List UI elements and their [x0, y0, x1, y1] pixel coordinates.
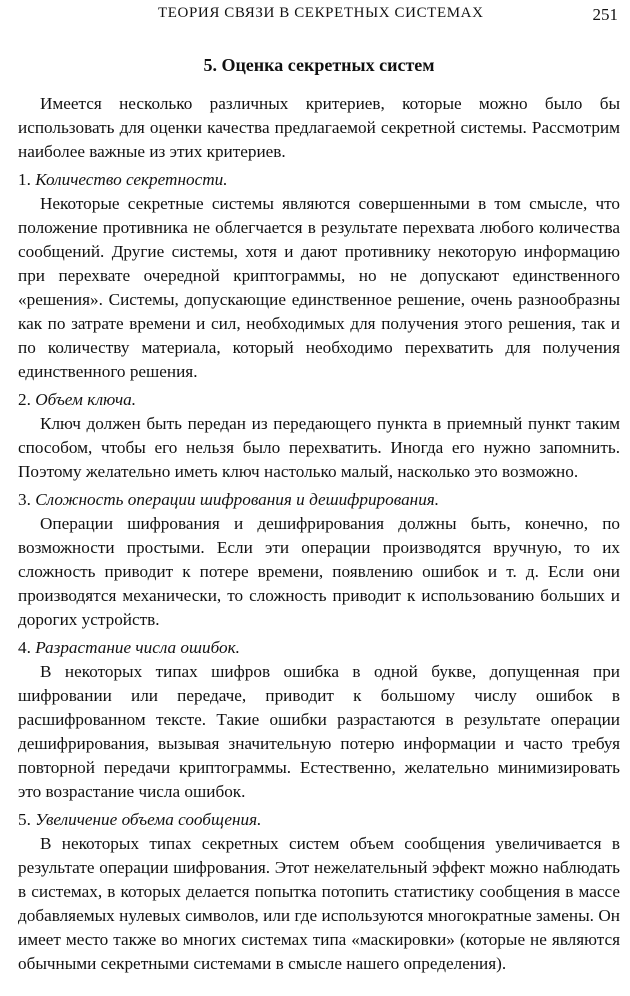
criterion-heading — [18, 488, 620, 512]
criterion-2 — [18, 388, 620, 484]
criterion-4 — [18, 636, 620, 804]
criterion-text: Ключ должен быть передан из передающего пункта в приемный пункт таким способом, чтобы его нельзя было перехватить. Иногда его нужно запомнить. Поэтому желательно иметь ключ настолько малый, насколько это возможно. — [18, 414, 620, 481]
criterion-number: 3. — [18, 490, 31, 509]
criterion-label: Количество секретности. — [35, 170, 228, 189]
criterion-number: 2. — [18, 390, 31, 409]
criterion-text: Операции шифрования и дешифрирования должны быть, конечно, по возможности простыми. Если эти операции производятся вручную, то их сложность приводит к потере времени, появлению ошибок и т. д. Если они производятся механически, то сложность приводит к использованию больших и дорогих устройств. — [18, 514, 620, 629]
criterion-label: Объем ключа. — [35, 390, 137, 409]
page-number: 251 — [592, 5, 618, 24]
intro-paragraph: Имеется несколько различных критериев, которые можно было бы использовать для оценки качества предлагаемой секретной системы. Рассмотрим наиболее важные из этих критериев. — [18, 94, 620, 161]
criterion-number: 1. — [18, 170, 31, 189]
book-page — [18, 0, 620, 976]
criterion-5 — [18, 808, 620, 976]
criterion-label: Разрастание числа ошибок. — [35, 638, 240, 657]
criterion-label: Сложность операции шифрования и дешифрирования. — [35, 490, 440, 509]
section-title: 5. Оценка секретных систем — [203, 55, 435, 75]
criterion-text: В некоторых типах шифров ошибка в одной букве, допущенная при шифровании или передаче, приводит к большому числу ошибок в расшифрованном тексте. Такие ошибки разрастаются в результате операции дешифрирования, вызывая значительную потерю информации и часто требуя повторной передачи криптограммы. Естественно, желательно минимизировать это возрастание числа ошибок. — [18, 662, 620, 801]
criterion-label: Увеличение объема сообщения. — [35, 810, 262, 829]
criterion-heading — [18, 808, 620, 832]
criterion-text: В некоторых типах секретных систем объем сообщения увеличивается в результате операции шифрования. Этот нежелательный эффект можно наблюдать в системах, в которых делается попытка потопить статистику сообщения в массе добавляемых нулевых символов, или где используются многократные замены. Он имеет место также во многих системах типа «маскировки» (которые не являются обычными секретными системами в смысле нашего определения). — [18, 834, 620, 973]
criterion-3 — [18, 488, 620, 632]
criterion-heading — [18, 388, 620, 412]
running-head — [18, 0, 620, 36]
criterion-number: 5. — [18, 810, 31, 829]
criterion-number: 4. — [18, 638, 31, 657]
criterion-1 — [18, 168, 620, 384]
criterion-heading — [18, 168, 620, 192]
criterion-text: Некоторые секретные системы являются совершенными в том смысле, что положение противника не облегчается в результате перехвата любого количества сообщений. Другие системы, хотя и дают противнику некоторую информацию при перехвате очередной криптограммы, но не допускают единственного «решения». Системы, допускающие единственное решение, очень разнообразны как по затрате времени и сил, необходимых для получения этого решения, так и по количеству материала, который необходимо перехватить для получения единственного решения. — [18, 194, 620, 381]
running-title: ТЕОРИЯ СВЯЗИ В СЕКРЕТНЫХ СИСТЕМАХ — [158, 5, 484, 21]
criterion-heading — [18, 636, 620, 660]
